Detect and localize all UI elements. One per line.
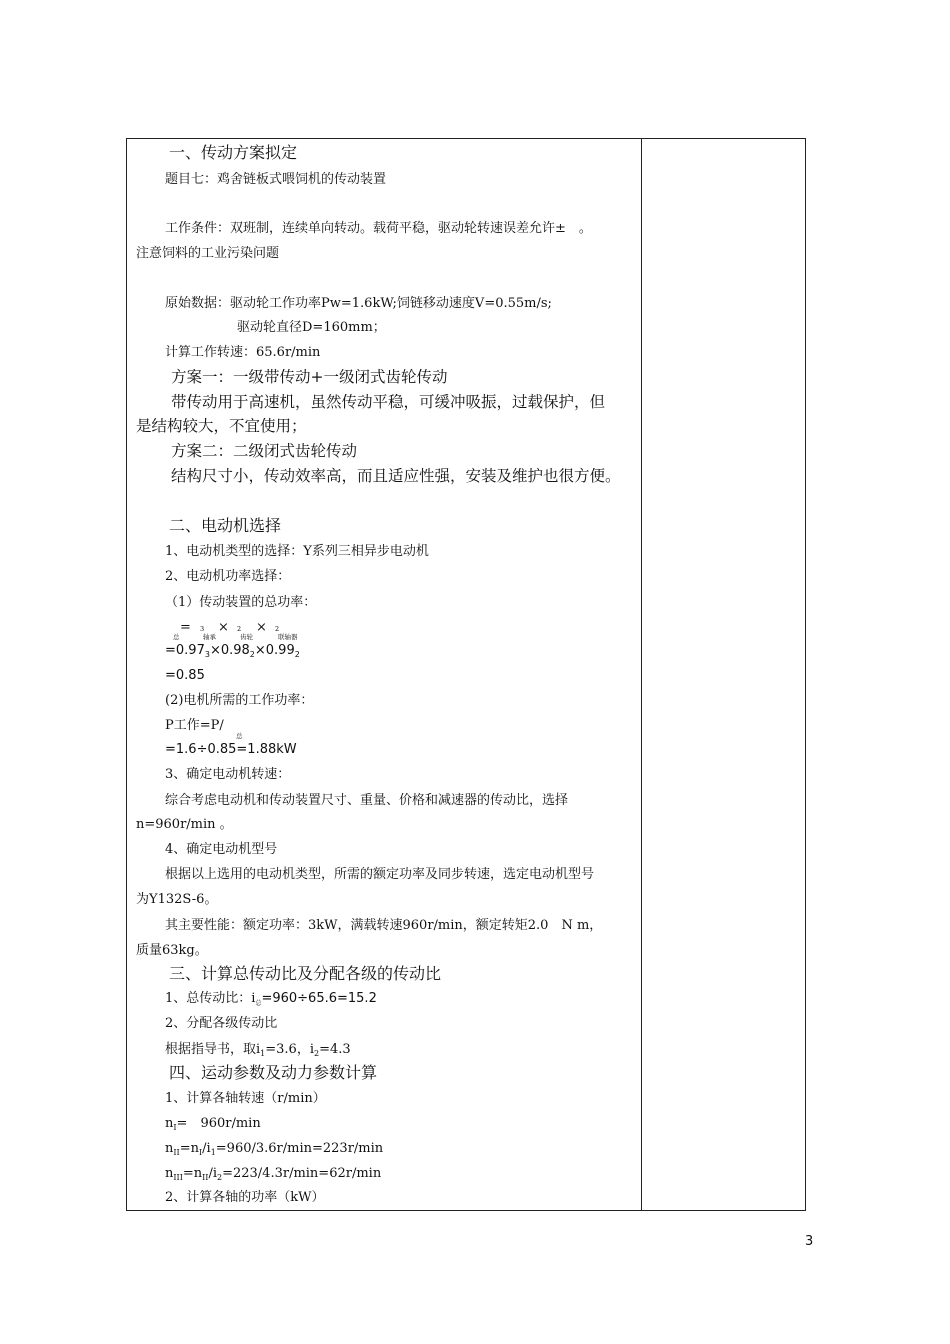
shaft-speed-heading: 1、计算各轴转速（r/min） [165,1091,326,1106]
efficiency-result: =0.85 [165,668,205,683]
motor-speed-line: 3、确定电动机转速： [165,767,291,782]
total-ratio-line: 1、总传动比：$i_总=960\div 65.6=15.2$ [165,991,377,1007]
formula-exp-bearing: 3 [200,625,205,633]
plan1-text-2: 是结构较大，不宜使用； [136,417,307,435]
motor-type-line: 1、电动机类型的选择：Y系列三相异步电动机 [165,544,429,559]
data-line-2: 驱动轮直径D=160mm； [237,320,386,335]
work-power-formula: P工作=P/ [165,718,224,733]
motor-model-text-2: 为Y132S-6。 [136,892,218,907]
formula-sub-total: 总 [173,633,180,641]
efficiency-subheading: （1）传动装置的总功率： [165,595,317,610]
motor-model-line: 4、确定电动机型号 [165,842,278,857]
plan1-text-1: 带传动用于高速机，虽然传动平稳，可缓冲吸振，过载保护，但 [171,393,606,411]
section2-heading: 二、电动机选择 [169,516,282,535]
conditions-line-2: 注意饲料的工业污染问题 [136,246,280,261]
motor-speed-text-2: n=960r/min 。 [136,817,233,832]
plan2-title: 方案二：二级闭式齿轮传动 [171,442,358,460]
section1-heading: 一、传动方案拟定 [169,143,298,162]
plan1-title: 方案一：一级带传动+一级闭式齿轮传动 [171,368,448,386]
formula-times-1: × [218,620,229,635]
work-power-sub-total: 总 [236,732,243,740]
formula-sub-coupling: 联轴器 [278,633,298,641]
plan2-text: 结构尺寸小，传动效率高，而且适应性强，安装及维护也很方便。 [171,467,621,485]
section3-heading: 三、计算总传动比及分配各级的传动比 [169,964,442,983]
data-line-1: 原始数据：驱动轮工作功率Pw=1.6kW;饲链移动速度V=0.55m/s; [165,296,552,311]
page-number: 3 [805,1234,814,1249]
work-power-subheading: (2)电机所需的工作功率： [165,693,314,708]
formula-exp-gear: 2 [237,625,242,633]
shaft-power-heading: 2、计算各轴的功率（kW） [165,1190,325,1205]
motor-performance-1: 其主要性能：额定功率：3kW，满载转速960r/min，额定转矩2.0 N m， [165,918,603,933]
shaft-speed-n3: $n_{III}=n_{II}/i_2=223/4.3r/\min=62r/\min$ [165,1166,382,1182]
formula-sub-bearing: 轴承 [203,633,216,641]
efficiency-calc: $=0.97_3\times 0.98_2\times 0.99_2$ [165,643,300,659]
ratio-distribution-line: 2、分配各级传动比 [165,1016,278,1031]
formula-times-2: × [256,620,267,635]
notes-column [642,139,804,1210]
speed-line: 计算工作转速：65.6r/min [165,345,321,360]
motor-performance-2: 质量63kg。 [136,943,208,958]
formula-sub-gear: 齿轮 [240,633,253,641]
formula-exp-coupling: 2 [275,625,280,633]
topic-line: 题目七：鸡舍链板式喂饲机的传动装置 [165,172,387,187]
motor-power-line: 2、电动机功率选择： [165,569,291,584]
work-power-calc: =1.6÷0.85=1.88kW [165,742,297,757]
shaft-speed-n2: $n_{II}=n_I/i_1=960/3.6r/\min=223r/\min$ [165,1141,384,1157]
formula-equals: = [180,620,191,635]
shaft-speed-n1: $n_I=$ 960r/min [165,1116,261,1132]
motor-model-text-1: 根据以上选用的电动机类型，所需的额定功率及同步转速，选定电动机型号 [165,867,595,882]
conditions-line-1: 工作条件：双班制，连续单向转动。载荷平稳，驱动轮转速误差允许± 。 [165,221,592,236]
ratio-values-line: 根据指导书，取$i_1=3.6$，$i_2=4.3$ [165,1042,351,1058]
section4-heading: 四、运动参数及动力参数计算 [169,1063,378,1082]
motor-speed-text-1: 综合考虑电动机和传动装置尺寸、重量、价格和减速器的传动比，选择 [165,793,569,808]
